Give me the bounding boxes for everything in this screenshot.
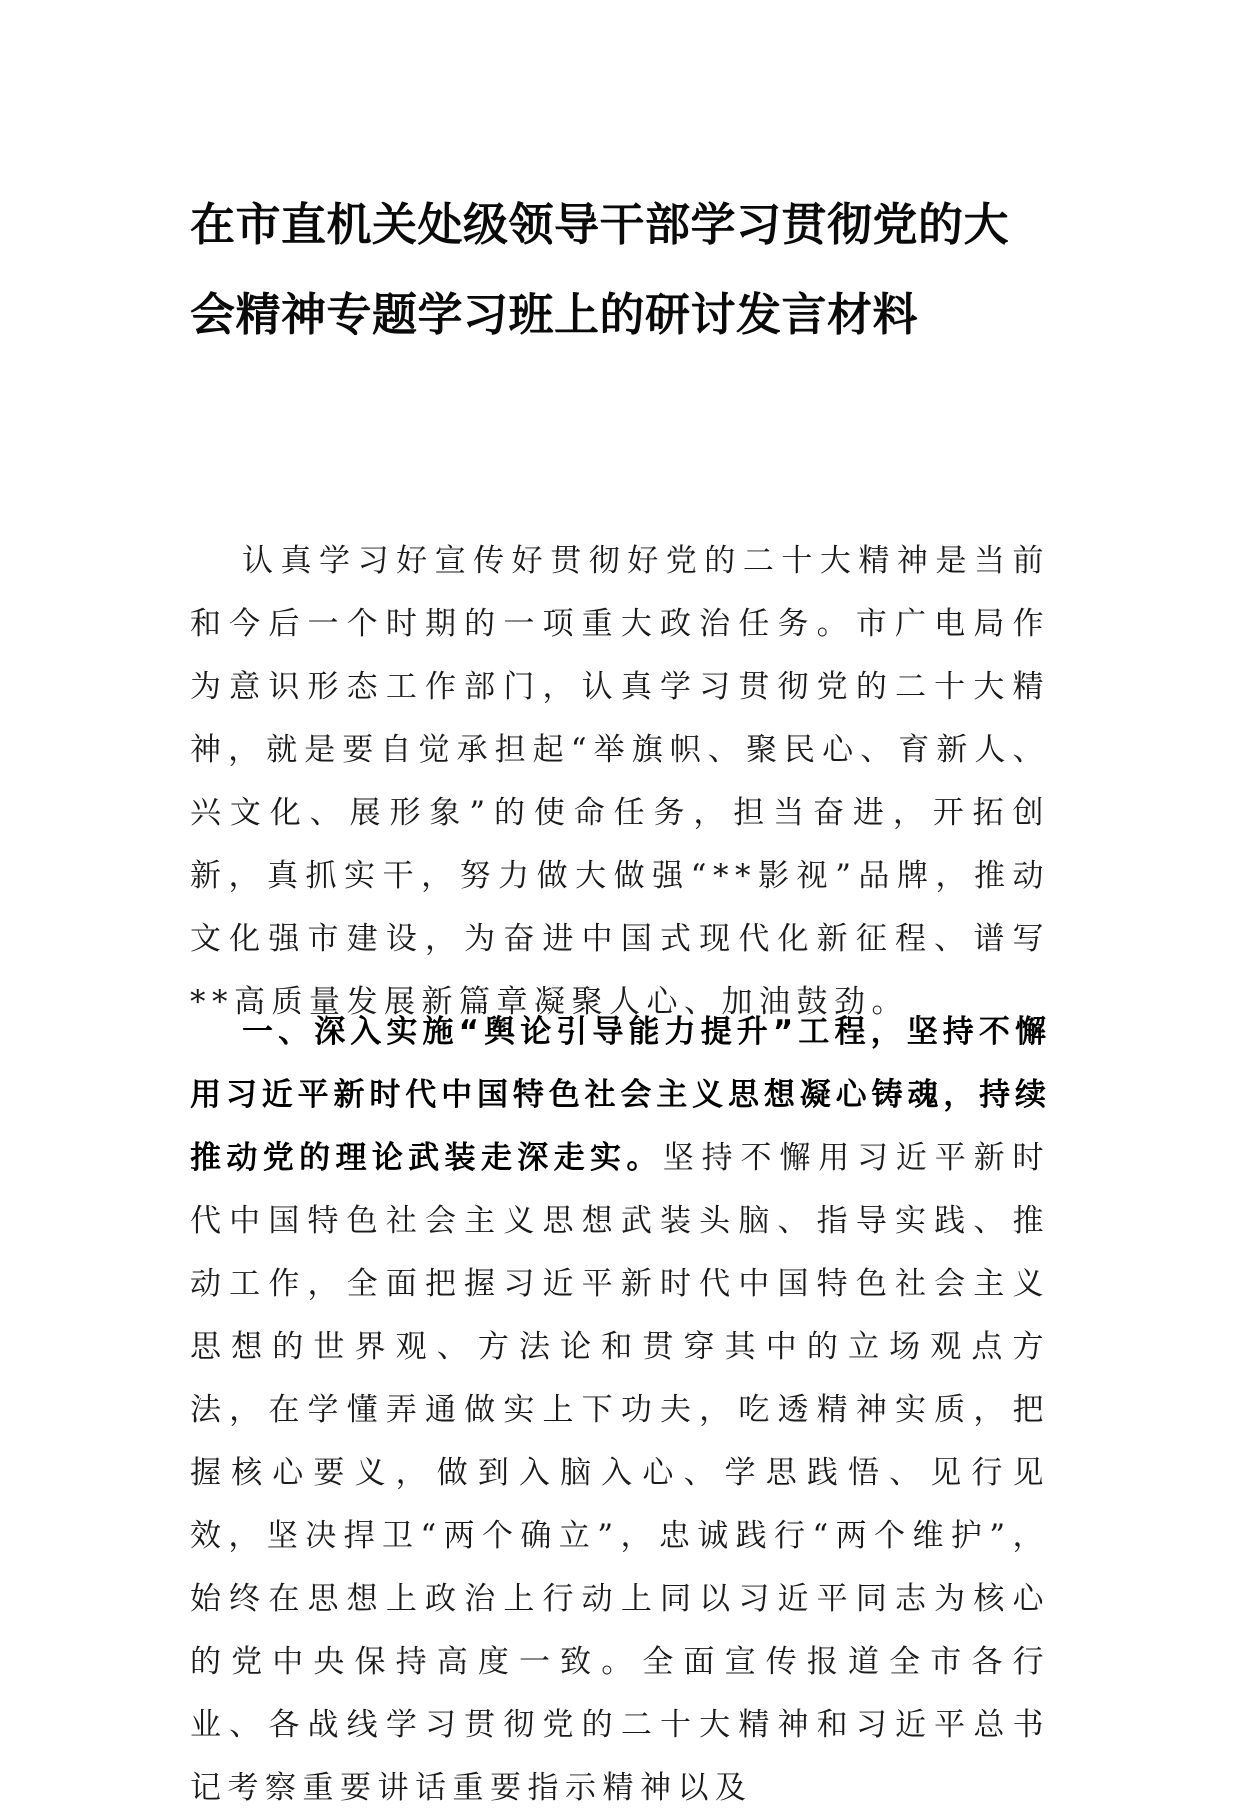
section-1-body: 坚持不懈用习近平新时代中国特色社会主义思想武装头脑、指导实践、推动工作，全面把握习近平新时代中国特色社会主义思想的世界观、方法论和贯穿其中的立场观点方法，在学懂弄通做实上下功夫，吃透精神实质，把握核心要义，做到入脑入心、学思践悟、见行见效，坚决捍卫“两个确立”，忠诚践行“两个维护”，始终在思想上政治上行动上同以习近平同志为核心的党中央保持高度一致。全面宣传报道全市各行业、各战线学习贯彻党的二十大精神和习近平总书记考察重要讲话重要指示精神以及	[190, 1140, 1051, 1806]
section-1-heading: 一、深入实施“舆论引导能力提升”工程，坚持不懈用习近平新时代中国特色社会主义思想凝心铸魂，持续推动党的理论武装走深走实。	[190, 1014, 1050, 1176]
document-title	[190, 180, 1070, 360]
section-1-paragraph	[190, 1001, 1050, 1820]
title-line-1: 在市直机关处级领导干部学习贯彻党的大	[190, 198, 1010, 251]
title-line-2: 会精神专题学习班上的研讨发言材料	[190, 288, 919, 341]
intro-paragraph: 认真学习好宣传好贯彻好党的二十大精神是当前和今后一个时期的一项重大政治任务。市广电局作为意识形态工作部门，认真学习贯彻党的二十大精神，就是要自觉承担起“举旗帜、聚民心、育新人、兴文化、展形象”的使命任务，担当奋进，开拓创新，真抓实干，努力做大做强“**影视”品牌，推动文化强市建设，为奋进中国式现代化新征程、谱写**高质量发展新篇章凝聚人心、加油鼓劲。	[190, 543, 1050, 1020]
